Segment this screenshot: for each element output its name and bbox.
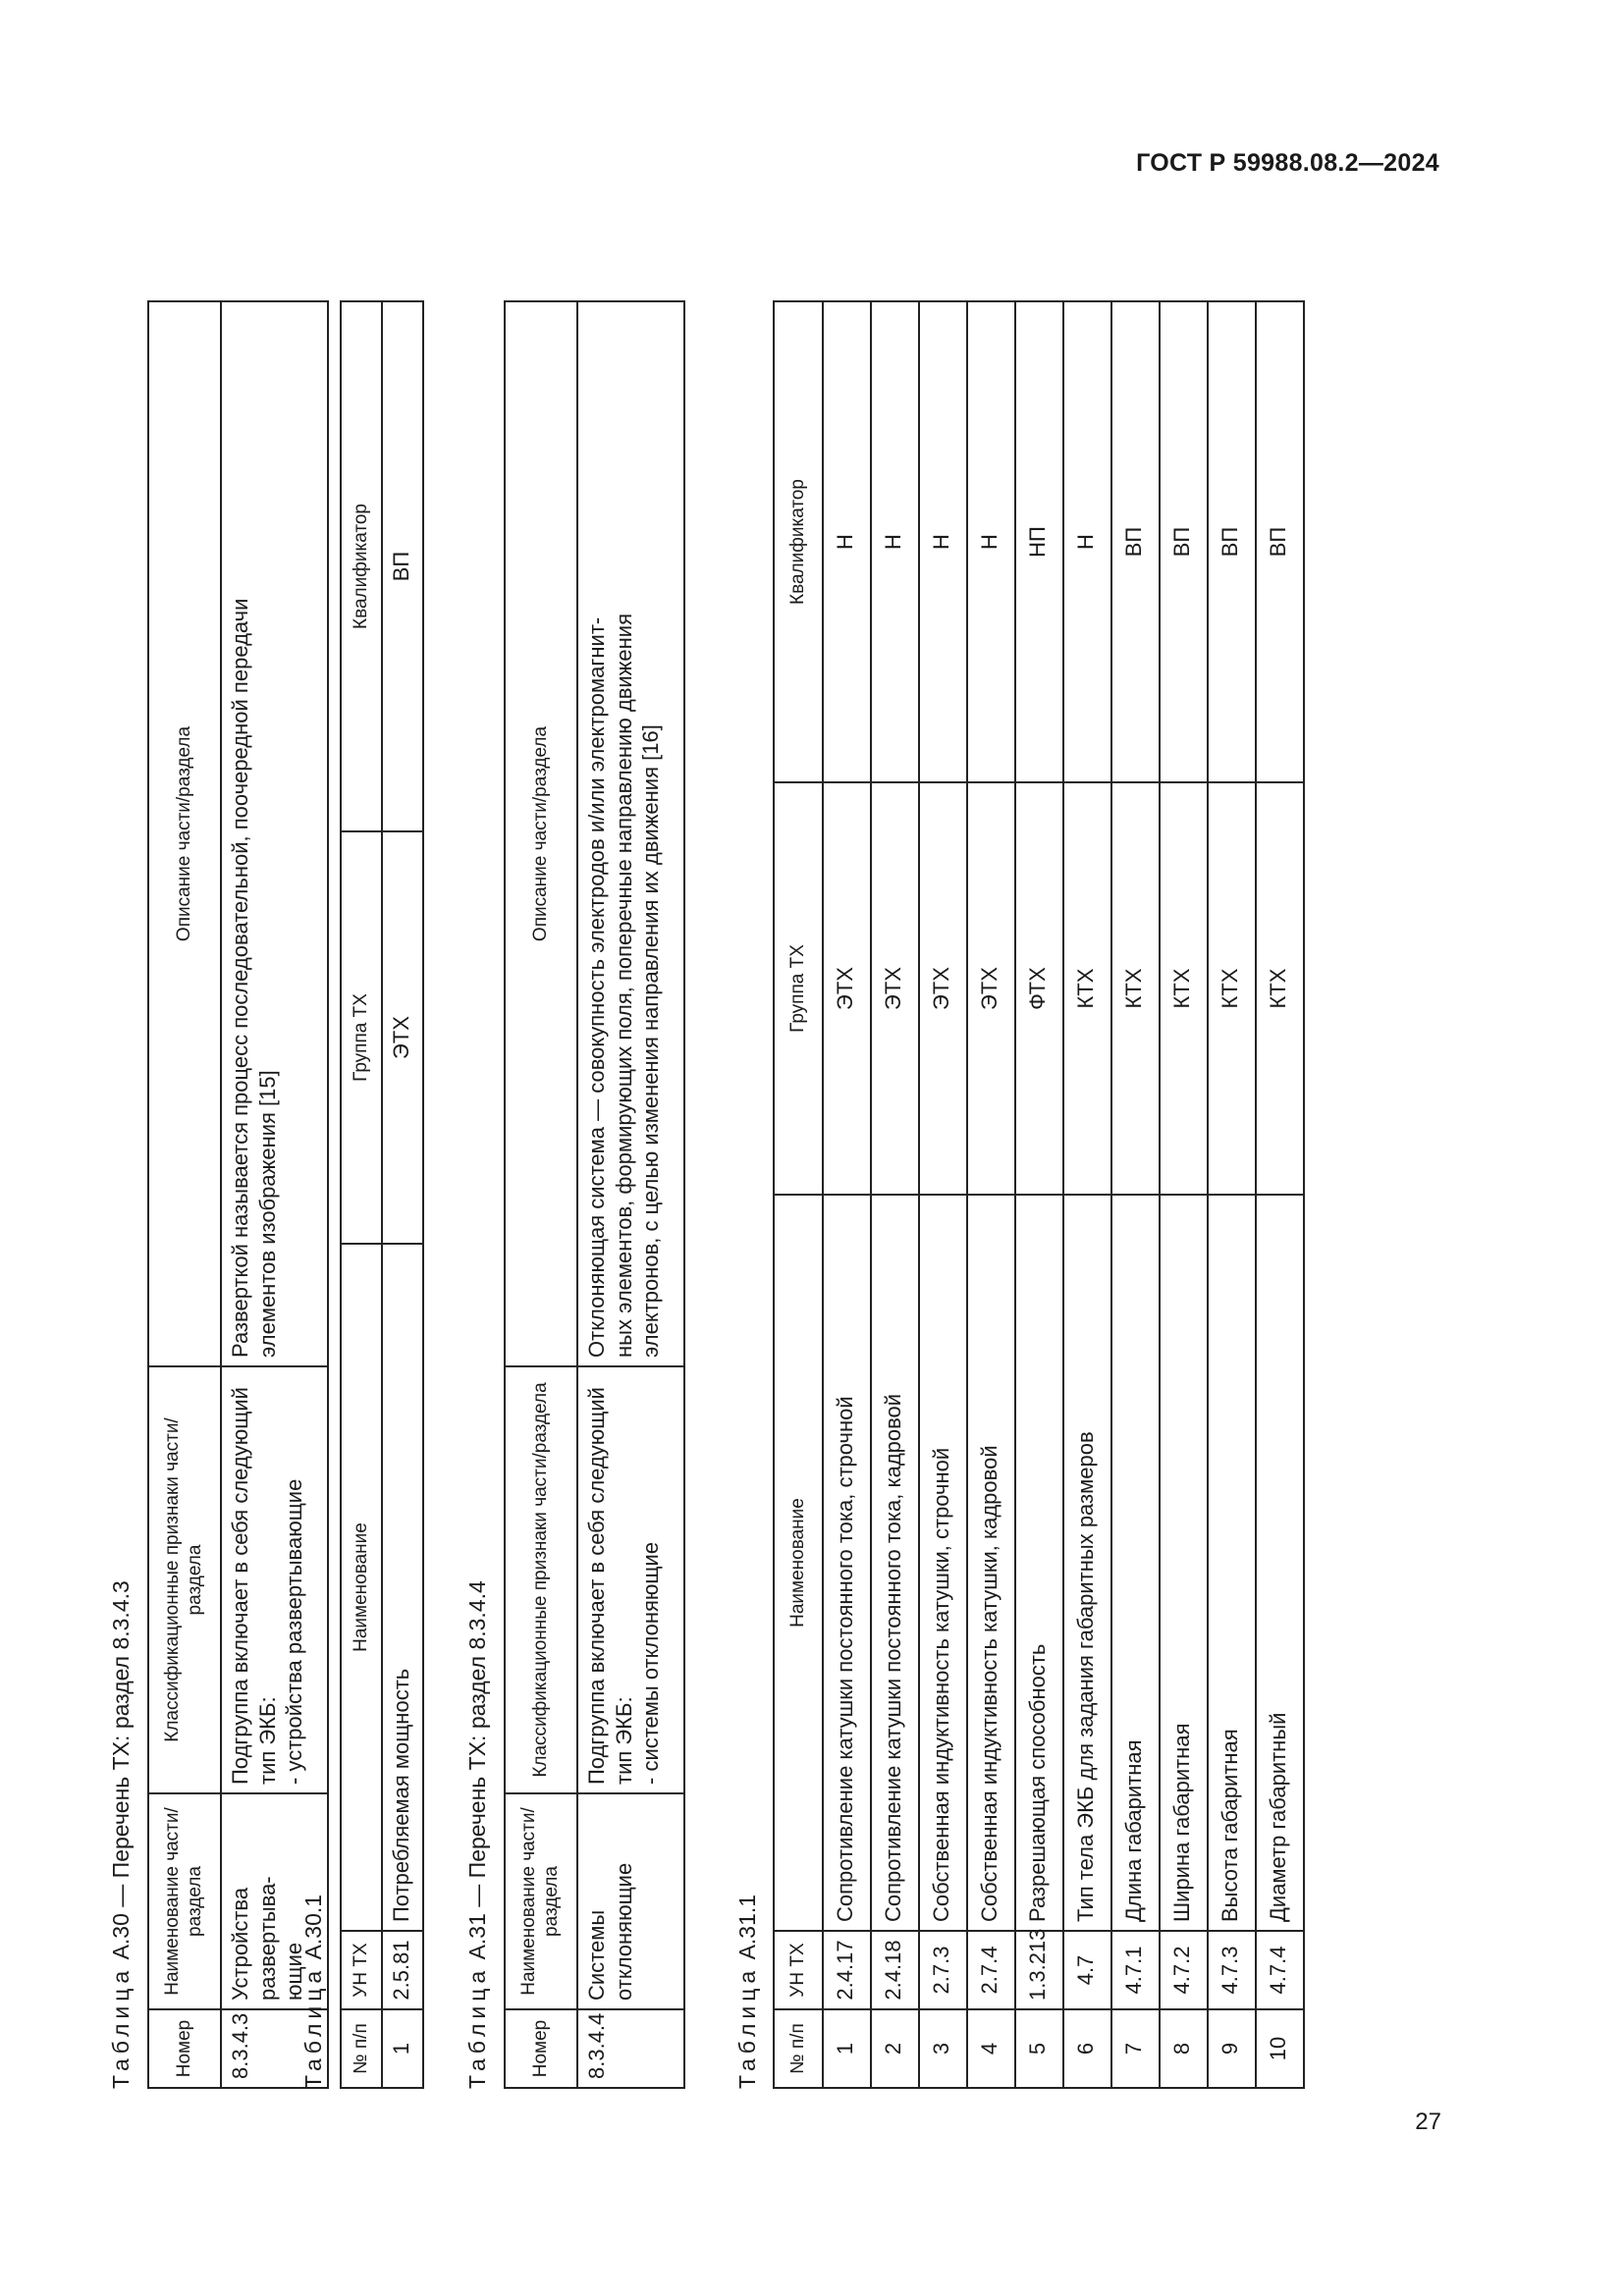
caption-prefix: Таблица [734, 1965, 760, 2089]
row-group: ЭТХ [967, 782, 1015, 1195]
row-name: Потребляемая мощность [382, 1244, 423, 1931]
row-name: Сопротивление катушки постоянного тока, кадровой [871, 1195, 919, 1931]
row-number: 1 [382, 2009, 423, 2088]
row-qualifier: ВП [1111, 301, 1160, 782]
row-number: 6 [1063, 2009, 1111, 2088]
section-name: Системы отклоняющие [577, 1793, 684, 2009]
row-qualifier: ВП [382, 301, 423, 831]
row-qualifier: Н [919, 301, 967, 782]
row-qualifier: НП [1015, 301, 1063, 782]
document-standard-header: ГОСТ Р 59988.08.2—2024 [1136, 149, 1439, 177]
row-number: 4 [967, 2009, 1015, 2088]
header-cell: Квалификатор [341, 301, 382, 831]
rotated-content [108, 224, 1335, 2089]
row-group: ЭТХ [382, 831, 423, 1244]
header-cell: Классификационные признаки части/раздела [505, 1366, 577, 1793]
caption-text: А.31.1 [734, 1894, 760, 1966]
row-name: Диаметр габаритный [1256, 1195, 1304, 1931]
header-cell: Номер [505, 2009, 577, 2088]
row-group: КТХ [1160, 782, 1208, 1195]
table-row [1015, 301, 1063, 2088]
row-qualifier: Н [823, 301, 871, 782]
table-header-row [341, 301, 382, 2088]
table-row [967, 301, 1015, 2088]
row-qualifier: Н [871, 301, 919, 782]
header-cell: Группа ТХ [341, 831, 382, 1244]
table-row [1111, 301, 1160, 2088]
table-a30 [147, 300, 329, 2089]
table-row [871, 301, 919, 2088]
row-qualifier: ВП [1256, 301, 1304, 782]
row-qualifier: Н [967, 301, 1015, 782]
caption-prefix: Таблица [464, 1965, 490, 2089]
row-number: 9 [1208, 2009, 1256, 2088]
row-group: ЭТХ [919, 782, 967, 1195]
header-cell: № п/п [774, 2009, 823, 2088]
table-a30-caption [108, 1580, 135, 2089]
row-number: 1 [823, 2009, 871, 2088]
caption-prefix: Таблица [300, 1965, 326, 2089]
table-header-row [505, 301, 577, 2088]
row-group: ЭТХ [871, 782, 919, 1195]
table-a31-1 [773, 300, 1305, 2089]
row-code: 2.7.4 [967, 1931, 1015, 2009]
table-row [577, 301, 684, 2088]
table-a30-1 [340, 300, 424, 2089]
row-qualifier: Н [1063, 301, 1111, 782]
table-header-row [774, 301, 823, 2088]
header-cell: Наименование [774, 1195, 823, 1931]
caption-text: А.30.1 [300, 1894, 326, 1966]
row-number: 5 [1015, 2009, 1063, 2088]
row-code: 4.7.1 [1111, 1931, 1160, 2009]
header-cell: Наименование [341, 1244, 382, 1931]
caption-text: А.31 — Перечень ТХ: раздел 8.3.4.4 [464, 1580, 490, 1966]
header-cell: Наименование части/ раздела [505, 1793, 577, 2009]
table-a31-caption [464, 1580, 491, 2089]
section-number: 8.3.4.3 [221, 2009, 328, 2088]
header-cell: Группа ТХ [774, 782, 823, 1195]
section-features: Подгруппа включает в себя следующий тип ЭКБ: - системы отклоняющие [577, 1366, 684, 1793]
row-code: 4.7.2 [1160, 1931, 1208, 2009]
row-group: ЭТХ [823, 782, 871, 1195]
header-cell: № п/п [341, 2009, 382, 2088]
section-description: Отклоняющая система — совокупность электродов и/или электромагнит- ных элементов, формирующих поля, поперечные направлению движения электронов, с целью изменения направления их движения [16] [577, 301, 684, 1366]
row-group: КТХ [1063, 782, 1111, 1195]
row-code: 4.7 [1063, 1931, 1111, 2009]
row-qualifier: ВП [1208, 301, 1256, 782]
row-name: Длина габаритная [1111, 1195, 1160, 1931]
row-number: 3 [919, 2009, 967, 2088]
table-row [382, 301, 423, 2088]
row-name: Высота габаритная [1208, 1195, 1256, 1931]
row-name: Собственная индуктивность катушки, строчной [919, 1195, 967, 1931]
row-code: 4.7.4 [1256, 1931, 1304, 2009]
row-number: 7 [1111, 2009, 1160, 2088]
table-row [1160, 301, 1208, 2088]
row-name: Сопротивление катушки постоянного тока, строчной [823, 1195, 871, 1931]
row-group: КТХ [1256, 782, 1304, 1195]
header-cell: Описание части/раздела [505, 301, 577, 1366]
row-code: 2.7.3 [919, 1931, 967, 2009]
section-name: Устройства развертыва- ющие [221, 1793, 328, 2009]
header-cell: Квалификатор [774, 301, 823, 782]
row-code: 4.7.3 [1208, 1931, 1256, 2009]
row-code: 2.4.18 [871, 1931, 919, 2009]
table-row [919, 301, 967, 2088]
row-group: КТХ [1111, 782, 1160, 1195]
row-name: Собственная индуктивность катушки, кадровой [967, 1195, 1015, 1931]
section-description: Разверткой называется процесс последовательной, поочередной передачи элементов изображения [15] [221, 301, 328, 1366]
row-qualifier: ВП [1160, 301, 1208, 782]
row-number: 8 [1160, 2009, 1208, 2088]
table-a31-1-caption [734, 1895, 761, 2089]
row-name: Тип тела ЭКБ для задания габаритных размеров [1063, 1195, 1111, 1931]
caption-prefix: Таблица [108, 1965, 134, 2089]
row-code: 2.5.81 [382, 1931, 423, 2009]
row-number: 10 [1256, 2009, 1304, 2088]
table-header-row [148, 301, 221, 2088]
header-cell: УН ТХ [774, 1931, 823, 2009]
row-code: 1.3.213 [1015, 1931, 1063, 2009]
table-a30-1-caption [300, 1895, 327, 2089]
header-cell: Описание части/раздела [148, 301, 221, 1366]
header-cell: Наименование части/ раздела [148, 1793, 221, 2009]
table-row [823, 301, 871, 2088]
header-cell: УН ТХ [341, 1931, 382, 2009]
table-row [1208, 301, 1256, 2088]
table-row [221, 301, 328, 2088]
row-code: 2.4.17 [823, 1931, 871, 2009]
row-group: ФТХ [1015, 782, 1063, 1195]
row-group: КТХ [1208, 782, 1256, 1195]
row-name: Ширина габаритная [1160, 1195, 1208, 1931]
section-number: 8.3.4.4 [577, 2009, 684, 2088]
table-row [1063, 301, 1111, 2088]
row-name: Разрешающая способность [1015, 1195, 1063, 1931]
table-a31 [504, 300, 685, 2089]
table-row [1256, 301, 1304, 2088]
header-cell: Классификационные признаки части/ раздела [148, 1366, 221, 1793]
header-cell: Номер [148, 2009, 221, 2088]
caption-text: А.30 — Перечень ТХ: раздел 8.3.4.3 [108, 1580, 134, 1966]
row-number: 2 [871, 2009, 919, 2088]
page-number: 27 [1415, 2109, 1441, 2135]
section-features: Подгруппа включает в себя следующий тип ЭКБ: - устройства развертывающие [221, 1366, 328, 1793]
